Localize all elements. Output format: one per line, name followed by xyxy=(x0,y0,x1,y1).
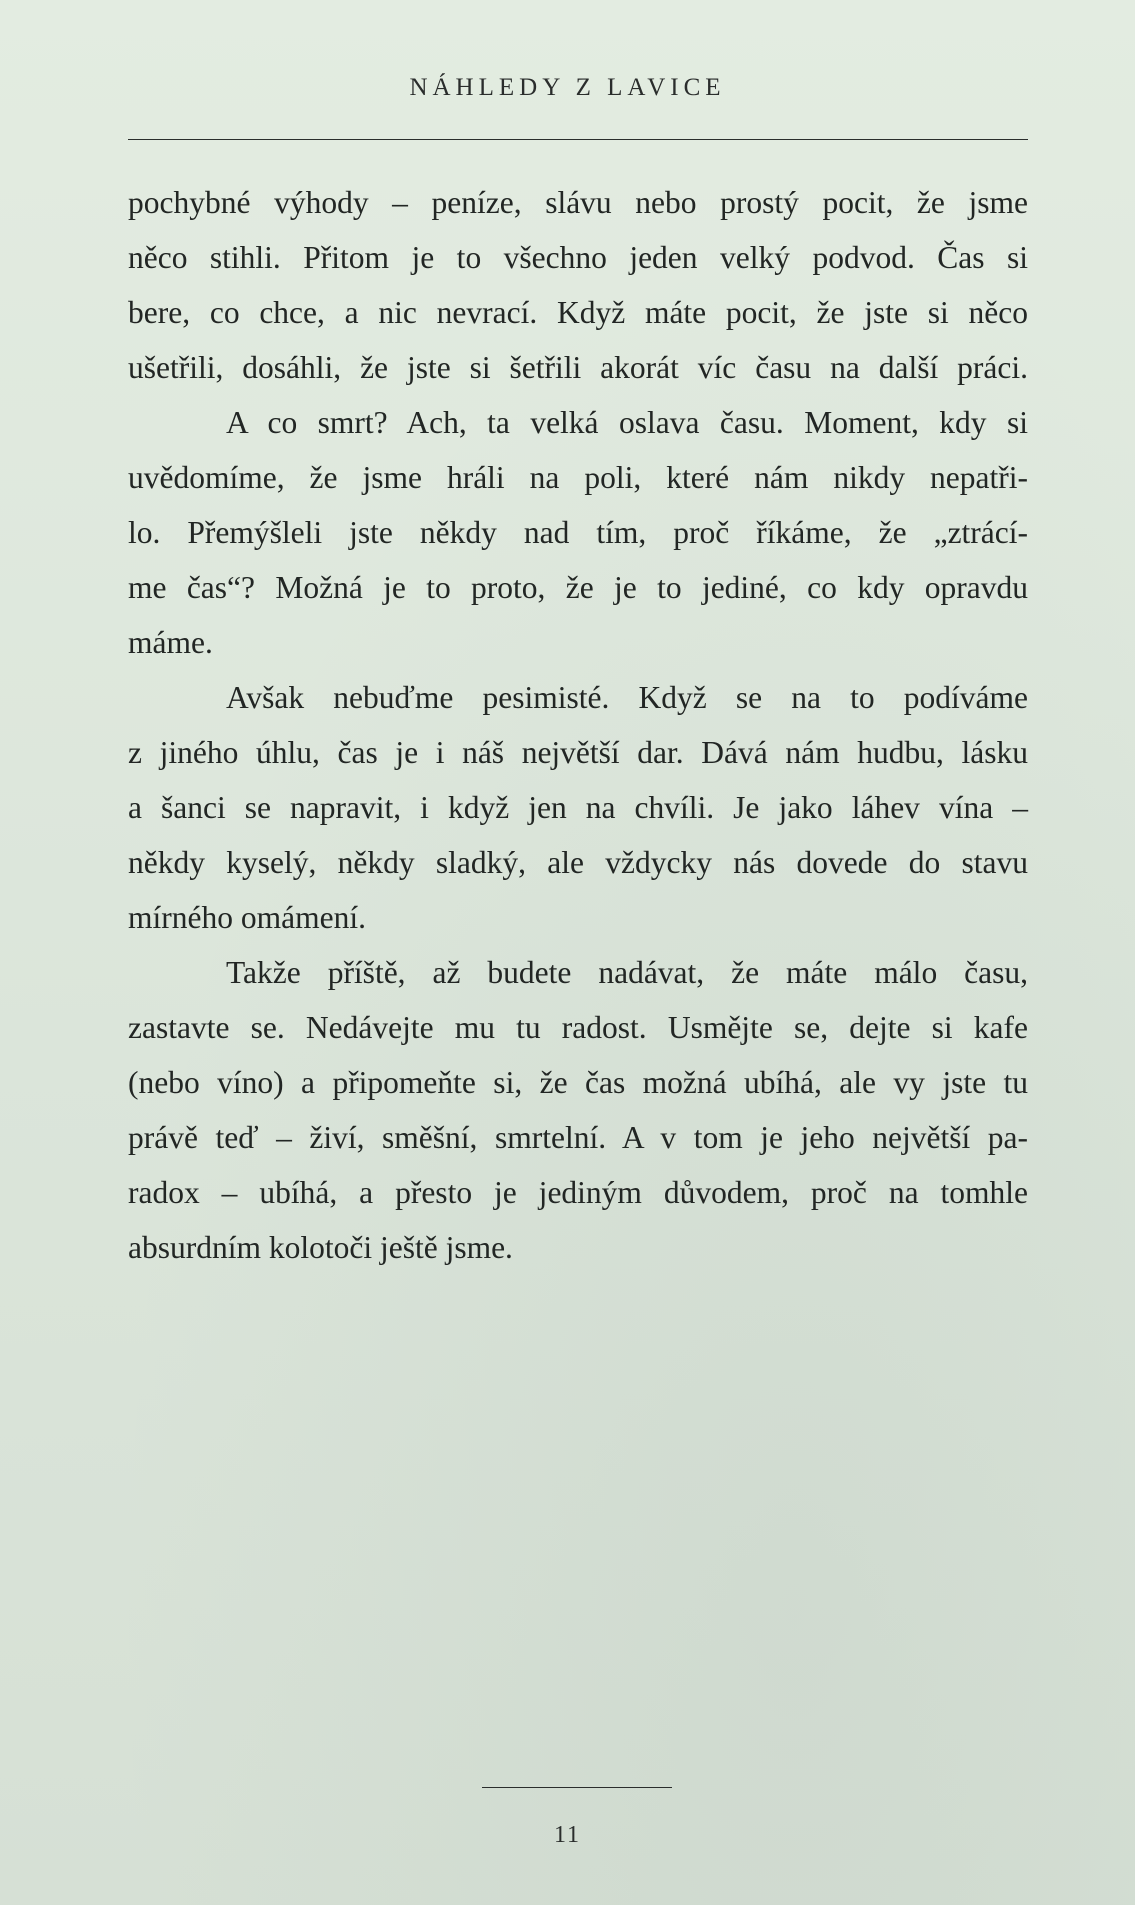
text-line: něco stihli. Přitom je to všechno jeden velký podvod. Čas si xyxy=(128,240,1028,275)
paragraph xyxy=(128,945,1028,1275)
text-line: ušetřili, dosáhli, že jste si šetřili akorát víc času na další práci. xyxy=(128,350,1028,385)
text-line: někdy kyselý, někdy sladký, ale vždycky nás dovede do stavu xyxy=(128,845,1028,880)
text-line: radox – ubíhá, a přesto je jediným důvodem, proč na tomhle xyxy=(128,1175,1028,1210)
text-line: zastavte se. Nedávejte mu tu radost. Usmějte se, dejte si kafe xyxy=(128,1010,1028,1045)
text-line: lo. Přemýšleli jste někdy nad tím, proč říkáme, že „ztrácí- xyxy=(128,515,1028,550)
text-line: uvědomíme, že jsme hráli na poli, které nám nikdy nepatři- xyxy=(128,460,1028,495)
body-text xyxy=(128,175,1028,1275)
text-line: bere, co chce, a nic nevrací. Když máte pocit, že jste si něco xyxy=(128,295,1028,330)
paragraph xyxy=(128,670,1028,945)
text-line: me čas“? Možná je to proto, že je to jediné, co kdy opravdu xyxy=(128,570,1028,605)
text-line: mírného omámení. xyxy=(128,900,366,935)
text-line: a šanci se napravit, i když jen na chvíli. Je jako láhev vína – xyxy=(128,790,1028,825)
footer-rule xyxy=(482,1787,672,1788)
header-rule xyxy=(128,139,1028,140)
text-line: z jiného úhlu, čas je i náš největší dar. Dává nám hudbu, lásku xyxy=(128,735,1028,770)
text-line: máme. xyxy=(128,625,213,660)
paragraph xyxy=(128,395,1028,670)
text-line: Takže příště, až budete nadávat, že máte málo času, xyxy=(226,955,1028,990)
text-line: absurdním kolotoči ještě jsme. xyxy=(128,1230,513,1265)
text-line: (nebo víno) a připomeňte si, že čas možná ubíhá, ale vy jste tu xyxy=(128,1065,1028,1100)
paragraph xyxy=(128,175,1028,395)
running-head: NÁHLEDY Z LAVICE xyxy=(409,74,726,101)
text-line: pochybné výhody – peníze, slávu nebo prostý pocit, že jsme xyxy=(128,185,1028,220)
text-line: Avšak nebuďme pesimisté. Když se na to podíváme xyxy=(226,680,1028,715)
text-line: A co smrt? Ach, ta velká oslava času. Moment, kdy si xyxy=(226,405,1028,440)
text-line: právě teď – živí, směšní, smrtelní. A v tom je jeho největší pa- xyxy=(128,1120,1028,1155)
page-number: 11 xyxy=(553,1822,582,1848)
